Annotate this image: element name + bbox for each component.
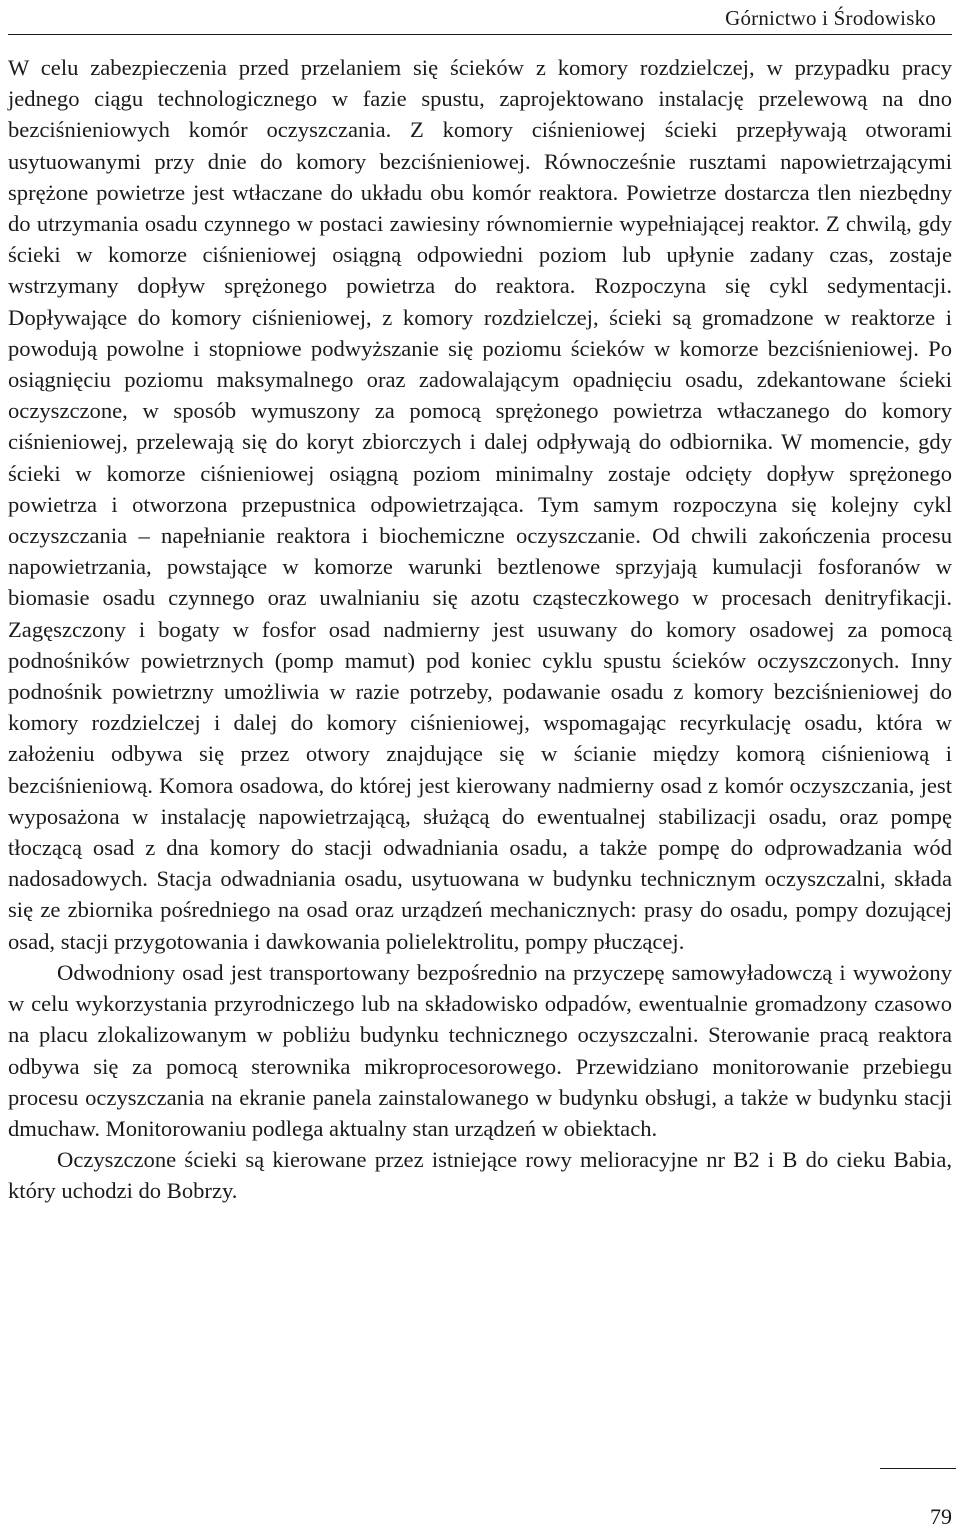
paragraph-1: W celu zabezpieczenia przed przelaniem się ścieków z komory rozdzielczej, w przypadku pracy jednego ciągu technologicznego w fazie spustu, zaprojektowano instalację przelewową na dno bezciśnieniowych komór oczyszczania. Z komory ciśnieniowej ścieki przepływają otworami usytuowanymi przy dnie do komory bezciśnieniowej. Równocześnie rusztami napowietrzającymi sprężone powietrze jest wtłaczane do układu obu komór reaktora. Powietrze dostarcza tlen niezbędny do utrzymania osadu czynnego w postaci zawiesiny równomiernie wypełniającej reaktor. Z chwilą, gdy ścieki w komorze ciśnieniowej osiągną odpowiedni poziom lub upłynie zadany czas, zostaje wstrzymany dopływ sprężonego powietrza do reaktora. Rozpoczyna się cykl sedymentacji. Dopływające do komory ciśnieniowej, z komory rozdzielczej, ścieki są gromadzone w reaktorze i powodują powolne i stopniowe podwyższanie się poziomu ścieków w komorze bezciśnieniowej. Po osiągnięciu poziomu maksymalnego oraz zadowalającym opadnięciu osadu, zdekantowane ścieki oczyszczone, w sposób wymuszony za pomocą sprężonego powietrza wtłaczanego do komory ciśnieniowej, przelewają się do koryt zbiorczych i dalej odpływają do odbiornika. W momencie, gdy ścieki w komorze ciśnieniowej osiągną poziom minimalny zostaje odcięty dopływ sprężonego powietrza i otworzona przepustnica odpowietrzająca. Tym samym rozpoczyna się kolejny cykl oczyszczania – napełnianie reaktora i biochemiczne oczyszczanie. Od chwili zakończenia procesu napowietrzania, powstające w komorze warunki beztlenowe sprzyjają kumulacji fosforanów w biomasie osadu czynnego oraz uwalnianiu się azotu cząsteczkowego w procesach denitryfikacji. Zagęszczony i bogaty w fosfor osad nadmierny jest usuwany do komory osadowej za pomocą podnośników powietrznych (pomp mamut) pod koniec cyklu spustu ścieków oczyszczonych. Inny podnośnik powietrzny umożliwia w razie potrzeby, podawanie osadu z komory bezciśnieniowej do komory rozdzielczej i dalej do komory ciśnieniowej, wspomagając recyrkulację osadu, która w założeniu odbywa się przez otwory znajdujące się w ścianie między komorą ciśnieniową i bezciśnieniową. Komora osadowa, do której jest kierowany nadmierny osad z komór oczyszczania, jest wyposażona w instalację napowietrzającą, służącą do ewentualnej stabilizacji osadu, oraz pompę tłoczącą osad z dna komory do stacji odwadniania osadu, a także pompę do odprowadzania wód nadosadowych. Stacja odwadniania osadu, usytuowana w budynku technicznym oczyszczalni, składa się ze zbiornika pośredniego na osad oraz urządzeń mechanicznych: prasy do osadu, pompy dozującej osad, stacji przygotowania i dawkowania polielektrolitu, pompy płuczącej. xyxy=(8,55,952,954)
running-header xyxy=(8,3,952,35)
running-title: Górnictwo i Środowisko xyxy=(725,6,936,30)
paragraph-3: Oczyszczone ścieki są kierowane przez istniejące rowy melioracyjne nr B2 i B do cieku Babia, który uchodzi do Bobrzy. xyxy=(8,1147,952,1204)
paragraph-2: Odwodniony osad jest transportowany bezpośrednio na przyczepę samowyładowczą i wywożony w celu wykorzystania przyrodniczego lub na składowisko odpadów, ewentualnie gromadzony czasowo na placu zlokalizowanym w pobliżu budynku technicznego oczyszczalni. Sterowanie pracą reaktora odbywa się za pomocą sterownika mikroprocesorowego. Przewidziano monitorowanie przebiegu procesu oczyszczania na ekranie panela zainstalowanego w budynku obsługi, a także w budynku stacji dmuchaw. Monitorowaniu podlega aktualny stan urządzeń w obiektach. xyxy=(8,959,952,1141)
page-number: 79 xyxy=(930,1504,952,1529)
footer-rule xyxy=(880,1468,956,1469)
body-text xyxy=(8,52,952,1207)
